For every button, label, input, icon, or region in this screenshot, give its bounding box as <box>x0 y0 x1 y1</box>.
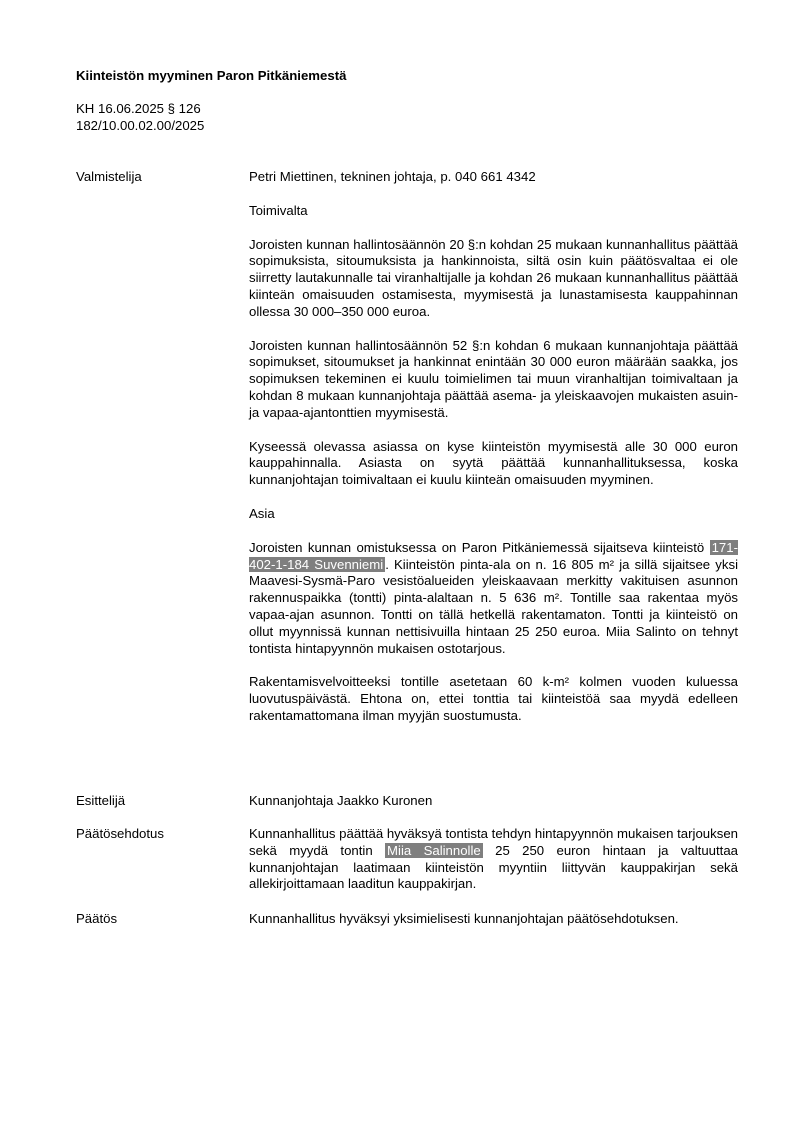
section-label: Päätös <box>76 911 118 926</box>
paragraph: Rakentamisvelvoitteeksi tontille asetetaan 60 k-m² kolmen vuoden kuluessa luovutuspäivästä. Ehtona on, ettei tonttia tai kiinteistöä saa myydä edelleen rakentamattomana ilman myyjän suostumusta. <box>249 674 738 723</box>
section-content <box>249 169 738 725</box>
decision-text: Kunnanhallitus hyväksyi yksimielisesti kunnanjohtajan päätösehdotuksen. <box>249 911 679 926</box>
proposal-text <box>249 826 738 893</box>
paragraph: Joroisten kunnan hallintosäännön 52 §:n kohdan 6 mukaan kunnanjohtaja päättää sopimukset, sitoumukset ja hankinnat enintään 30 000 euron määrään saakka, jos sopimuksen tekeminen ei kuulu toimielimen tai muun viranhaltijan toimivaltaan ja kohdan 8 mukaan kunnanjohtaja päättää asema- ja yleiskaavojen mukaisten asuin- ja vapaa-ajantonttien myymisestä. <box>249 337 738 420</box>
presenter: Kunnanjohtaja Jaakko Kuronen <box>249 793 433 808</box>
record-number: 182/10.00.02.00/2025 <box>76 117 205 133</box>
heading-toimivalta: Toimivalta <box>249 202 308 218</box>
buyer-name-highlight: Miia Salinnolle <box>387 842 481 858</box>
paragraph: Joroisten kunnan hallintosäännön 20 §:n kohdan 25 mukaan kunnanhallitus päättää sopimuksista, sitoumuksista ja hankinnoista, siltä osin kuin päätösvaltaa ei ole siirretty lautakunnalle tai viranhaltijalle ja kohdan 26 mukaan kunnanhallitus päättää kiinteän omaisuuden ostamisesta, myymisestä ja lunastamisesta kauppahinnan ollessa 30 000–350 000 euroa. <box>249 236 738 319</box>
text-span: . Kiinteistön pinta-ala on n. 16 805 m² ja sillä sijaitsee yksi Maavesi-Sysmä-Paro vesistöalueiden yleiskaavaan merkitty vakituisen asunnon rakennuspaikka (tontti) pinta-alaltaan n. 5 636 m². Tontille saa rakentaa myös vapaa-ajan asunnon. Tontti on tällä hetkellä rakentamaton. Tontti ja kiinteistö on ollut myynnissä kunnan nettisivuilla hintaan 25 250 euroa. Miia Salinto on tehnyt tontista hintapyynnön mukaisen ostotarjous. <box>249 556 738 656</box>
section-content <box>249 826 738 893</box>
property-id-highlight: 171-402-1-184 Suvenniemi <box>249 539 738 572</box>
section-content <box>249 793 738 810</box>
preparer: Petri Miettinen, tekninen johtaja, p. 040 661 4342 <box>249 169 536 184</box>
section-content <box>249 911 738 928</box>
text-span: Kunnanhallitus päättää hyväksyä tontista tehdyn hintapyynnön mukaisen tarjouksen sekä myydä tontin <box>249 826 738 858</box>
heading-asia: Asia <box>249 505 275 521</box>
document-title: Kiinteistön myyminen Paron Pitkäniemestä <box>76 68 347 83</box>
text-span: 25 250 euron hintaan ja valtuuttaa kunnanjohtajan laatimaan kiinteistön myyntiin liittyvän kauppakirjan sekä allekirjoittamaan laaditun kauppakirjan. <box>249 842 739 892</box>
text-span: Joroisten kunnan omistuksessa on Paron Pitkäniemessä sijaitseva kiinteistö <box>249 539 710 555</box>
section-label: Valmistelija <box>76 169 142 184</box>
paragraph: Kyseessä olevassa asiassa on kyse kiinteistön myymisestä alle 30 000 euron kauppahinnalla. Asiasta on syytä päättää kunnanhallituksessa, koska kunnanjohtajan toimivaltaan ei kuulu kiinteän omaisuuden myyminen. <box>249 438 738 488</box>
meeting-reference: KH 16.06.2025 § 126 <box>76 101 201 116</box>
document-meta <box>76 101 204 134</box>
section-label: Päätösehdotus <box>76 826 164 841</box>
section-label: Esittelijä <box>76 793 126 808</box>
paragraph <box>249 540 738 658</box>
